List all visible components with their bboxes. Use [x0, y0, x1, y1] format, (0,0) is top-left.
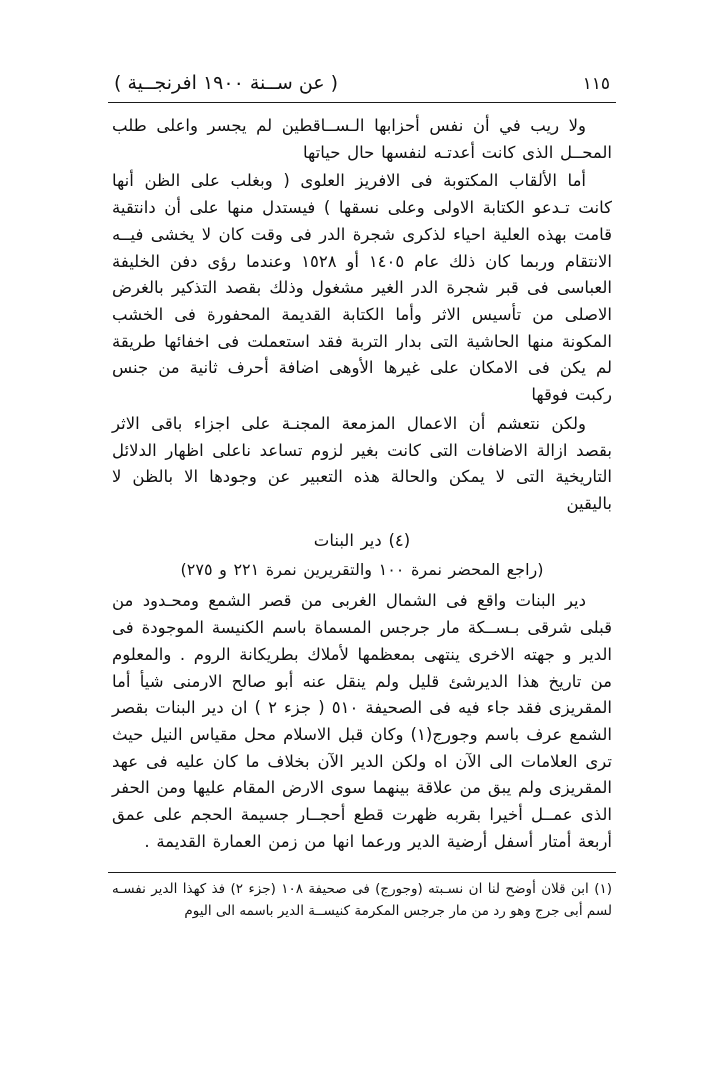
paragraph: ولا ريب في أن نفس أحزابها الـســاقطين لم يجسر واعلى طلب المحــل الذى كانت أعدتـه لنفسها حال حياتها	[112, 116, 612, 162]
section-subheading: (راجع المحضر نمرة ١٠٠ والتقريرين نمرة ٢٢١ و ٢٧٥)	[180, 559, 544, 579]
footnote-area	[108, 872, 616, 922]
footnote	[108, 879, 616, 922]
section-heading: (٤) دير البنات	[313, 530, 411, 550]
page-content	[108, 72, 616, 952]
footnote-marker: (١)	[594, 881, 613, 897]
footnote-text: ابن قلان أوضح لنا ان نسـبته (وجورج) فى صحيفة ١٠٨ (جزء ٢) فذ كهذا الدير نفسـه لسم أبى جرج وهو رد من مار جرجس المكرمة كنيســة الدير باسمه الى اليوم	[112, 881, 612, 919]
header-title: ( عن ســنة ١٩٠٠ افرنجــية )	[114, 72, 339, 94]
paragraph: أما الألقاب المكتوبة فى الافريز العلوى ( وبغلب على الظن أنها كانت تـدعو الكتابة الاولى وعلى نسقها ) فيستدل منها على أن دانتقية قامت بهذه العلية احياء لذكرى شجرة الدر فى وقت كان لا يخشى فيــه الانتقام وربما كان ذلك عام ١٤٠٥ أو ١٥٢٨ وعندما رؤى دفن الخليفة العباسى فى قبر شجرة الدر الغير مشغول وذلك بقصد التذكير بالغرض الاصلى من تأسيس الاثر وأما الكتابة القديمة المحفورة فى الخشب المكونة منها الحاشية التى بدار التربة فقد استعملت فى اخفائها طريقة لم يكن فى الامكان على غيرها الأوهى اضافة أحرف ثانية من جنس ركبت فوقها	[112, 171, 612, 405]
paragraph: ولكن نتعشم أن الاعمال المزمعة المجنـة على اجزاء باقى الاثر بقصد ازالة الاضافات التى كانت بغير لزوم تساعد ناعلى اظهار الدلائل التاريخية التى لا يمكن والحالة هذه التعبير عن وجودها الا بالظن لا باليقين	[112, 413, 612, 514]
paragraph: دير البنات واقع فى الشمال الغربى من قصر الشمع ومحـدود من قبلى شرقى بـســكة مار جرجس المسماة باسم الكنيسة الموجودة فى الدير و جهته الاخرى ينتهى بمعظمها لأملاك بطريكانة الروم . والمعلوم من تاريخ هذا الديرشئ قليل ولم ينقل عنه أبو صالح الارمنى شيأ أما المقريزى فقد جاء فيه فى الصحيفة ٥١٠ ( جزء ٢ ) ان دير البنات بقصر الشمع عرف باسم وجورج(١) وكان قبل الاسلام محل مقياس النيل حيث ترى العلامات الى الآن اه ولكن الدير الآن بخلاف ما كان عليه فى عهد المقريزى ولم يبق من علاقة بينهما سوى الارض المقام عليها ومن الحفر الذى عمــل أخيرا بقربه ظهرت قطع أحجــار جسيمة الحجم على عمق أربعة أمتار أسفل أرضية الدير ورعما انها من زمن العمارة القديمة .	[112, 591, 612, 851]
body-text	[108, 103, 616, 856]
page-header	[108, 72, 616, 100]
footnote-divider	[108, 872, 616, 873]
page-number: ١١٥	[582, 74, 610, 94]
